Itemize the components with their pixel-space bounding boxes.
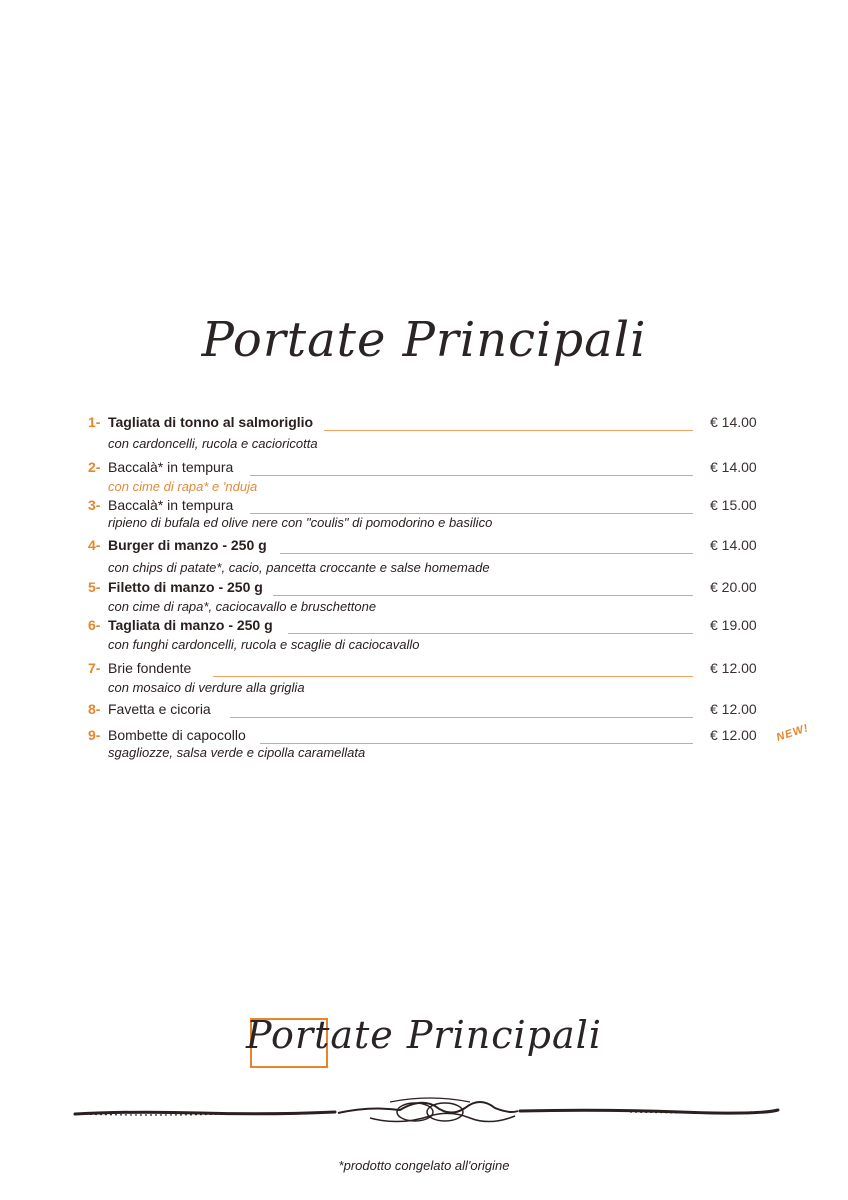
item-description: con mosaico di verdure alla griglia: [108, 680, 305, 695]
item-number: 5-: [88, 579, 101, 595]
item-description: con cardoncelli, rucola e cacioricotta: [108, 436, 318, 451]
item-price: € 14.00: [710, 537, 757, 553]
page-title: Portate Principali: [201, 312, 647, 368]
item-number: 1-: [88, 414, 101, 430]
footnote: *prodotto congelato all'origine: [338, 1158, 510, 1173]
item-number: 8-: [88, 701, 101, 717]
leader-line: [230, 717, 693, 718]
item-name: Baccalà* in tempura: [108, 497, 234, 513]
menu-item: [88, 537, 808, 575]
item-name: Filetto di manzo - 250 g: [108, 579, 263, 595]
menu-item: [88, 414, 808, 451]
item-number: 9-: [88, 727, 101, 743]
item-name: Baccalà* in tempura: [108, 459, 234, 475]
item-price: € 15.00: [710, 497, 757, 513]
item-price: € 12.00: [710, 660, 757, 676]
item-name: Burger di manzo - 250 g: [108, 537, 267, 553]
menu-item: [88, 660, 808, 695]
item-name: Tagliata di manzo - 250 g: [108, 617, 273, 633]
item-description: sgagliozze, salsa verde e cipolla caramellata: [108, 745, 366, 760]
footer-title: Portate Principali: [246, 1013, 602, 1057]
item-description: ripieno di bufala ed olive nere con "coulis" di pomodorino e basilico: [108, 515, 493, 530]
leader-line: [324, 430, 693, 431]
menu-item: [88, 497, 808, 530]
item-number: 2-: [88, 459, 101, 475]
item-description: con chips di patate*, cacio, pancetta croccante e salse homemade: [108, 560, 490, 575]
leader-line: [280, 553, 693, 554]
menu-item: [88, 617, 808, 652]
leader-line: [250, 513, 693, 514]
item-description: con cime di rapa* e 'nduja: [108, 479, 258, 494]
item-description: con cime di rapa*, caciocavallo e bruschettone: [108, 599, 377, 614]
item-price: € 14.00: [710, 414, 757, 430]
menu-item: [88, 579, 808, 614]
menu-item: [88, 701, 808, 721]
item-price: € 19.00: [710, 617, 757, 633]
leader-line: [288, 633, 693, 634]
item-price: € 20.00: [710, 579, 757, 595]
item-price: € 14.00: [710, 459, 757, 475]
leader-line: [273, 595, 693, 596]
item-name: Tagliata di tonno al salmoriglio: [108, 414, 314, 430]
menu-item: [88, 727, 808, 760]
leader-line: [260, 743, 693, 744]
item-price: € 12.00: [710, 701, 757, 717]
item-name: Brie fondente: [108, 660, 192, 676]
menu-item: [88, 459, 808, 494]
new-badge: NEW!: [774, 722, 811, 744]
leader-line: [213, 676, 693, 677]
item-number: 7-: [88, 660, 101, 676]
item-description: con funghi cardoncelli, rucola e scaglie di caciocavallo: [108, 637, 420, 652]
item-number: 4-: [88, 537, 101, 553]
ornament-divider-icon: [70, 1088, 782, 1138]
item-number: 6-: [88, 617, 101, 633]
item-price: € 12.00: [710, 727, 757, 743]
item-number: 3-: [88, 497, 101, 513]
item-name: Bombette di capocollo: [108, 727, 246, 743]
leader-line: [250, 475, 693, 476]
item-name: Favetta e cicoria: [108, 701, 211, 717]
